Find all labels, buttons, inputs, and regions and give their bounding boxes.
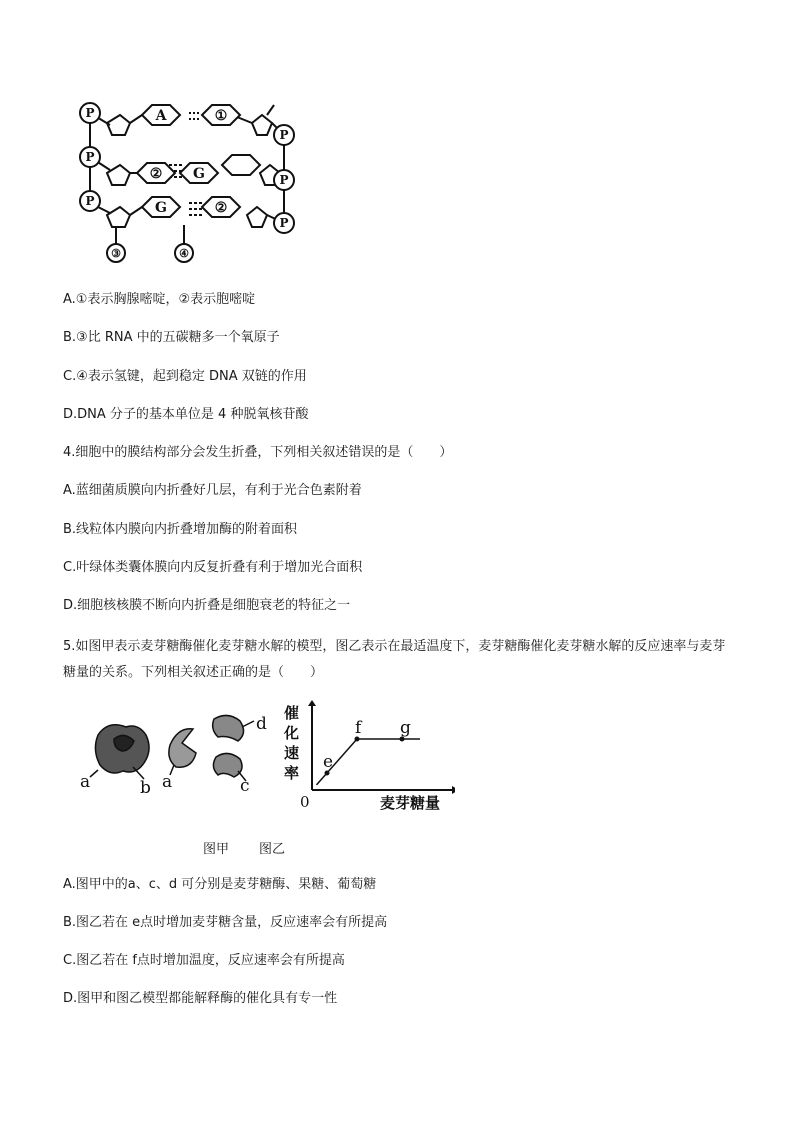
label-a: a xyxy=(162,772,173,792)
q4-option-a: A.蓝细菌质膜向内折叠好几层，有利于光合色素附着 xyxy=(63,483,362,498)
base-label-G: G xyxy=(155,200,167,216)
label-a: a xyxy=(80,772,91,792)
phosphate-label: P xyxy=(85,194,95,208)
q5-option-d: D.图甲和图乙模型都能解释酶的催化具有专一性 xyxy=(63,991,338,1006)
enzyme-model-figure xyxy=(78,705,278,800)
label-b: b xyxy=(140,778,151,798)
rate-chart xyxy=(280,700,455,815)
q5-option-b: B.图乙若在 e点时增加麦芽糖含量，反应速率会有所提高 xyxy=(63,915,388,930)
label-d: d xyxy=(256,714,267,734)
point-label-g: g xyxy=(400,718,411,738)
base-label-A: A xyxy=(155,108,167,124)
y-axis-label-char: 速 xyxy=(284,744,300,762)
label-c: c xyxy=(240,776,250,796)
q3-option-a: A.①表示胸腺嘧啶，②表示胞嘧啶 xyxy=(63,292,256,307)
dna-structure-diagram xyxy=(72,95,302,265)
q4-option-c: C.叶绿体类囊体膜向内反复折叠有利于增加光合面积 xyxy=(63,560,363,575)
phosphate-label: P xyxy=(279,216,289,230)
q5-option-a: A.图甲中的a、c、d 可分别是麦芽糖酶、果糖、葡萄糖 xyxy=(63,877,377,892)
base-label-1: ① xyxy=(214,108,228,124)
phosphate-label: P xyxy=(279,128,289,142)
x-axis-arrow xyxy=(452,786,455,794)
y-axis-arrow xyxy=(308,700,316,706)
q4-stem: 4.细胞中的膜结构部分会发生折叠，下列相关叙述错误的是（ ） xyxy=(63,445,453,460)
caption-jia: 图甲 xyxy=(203,842,230,857)
phosphate-label: P xyxy=(85,150,95,164)
base-label-2: ② xyxy=(149,166,163,182)
q5-option-c: C.图乙若在 f点时增加温度，反应速率会有所提高 xyxy=(63,953,345,968)
y-axis-label-char: 率 xyxy=(284,764,300,782)
q3-option-c: C.④表示氢键，起到稳定 DNA 双链的作用 xyxy=(63,369,307,384)
y-axis-label-char: 化 xyxy=(284,724,300,742)
phosphate-label: P xyxy=(279,173,289,187)
q4-option-b: B.线粒体内膜向内折叠增加酶的附着面积 xyxy=(63,522,298,537)
point-label-f: f xyxy=(355,718,362,738)
q3-option-b: B.③比 RNA 中的五碳糖多一个氧原子 xyxy=(63,330,280,345)
base-label-2: ② xyxy=(214,200,228,216)
x-axis-label: 麦芽糖量 xyxy=(380,794,441,812)
base-label-G: G xyxy=(193,166,205,182)
label-4: ④ xyxy=(179,247,189,260)
origin-label: 0 xyxy=(300,793,310,811)
y-axis-label-char: 催 xyxy=(284,704,300,722)
q3-option-d: D.DNA 分子的基本单位是 4 种脱氧核苷酸 xyxy=(63,407,309,422)
q5-stem: 5.如图甲表示麦芽糖酶催化麦芽糖水解的模型，图乙表示在最适温度下，麦芽糖酶催化麦芽糖水解的反应速率与麦芽糖量的关系。下列相关叙述正确的是（ ） xyxy=(63,639,726,680)
q4-option-d: D.细胞核核膜不断向内折叠是细胞衰老的特征之一 xyxy=(63,598,351,613)
phosphate-label: P xyxy=(85,106,95,120)
label-3: ③ xyxy=(111,247,121,260)
point-label-e: e xyxy=(323,752,334,772)
caption-yi: 图乙 xyxy=(259,842,286,857)
